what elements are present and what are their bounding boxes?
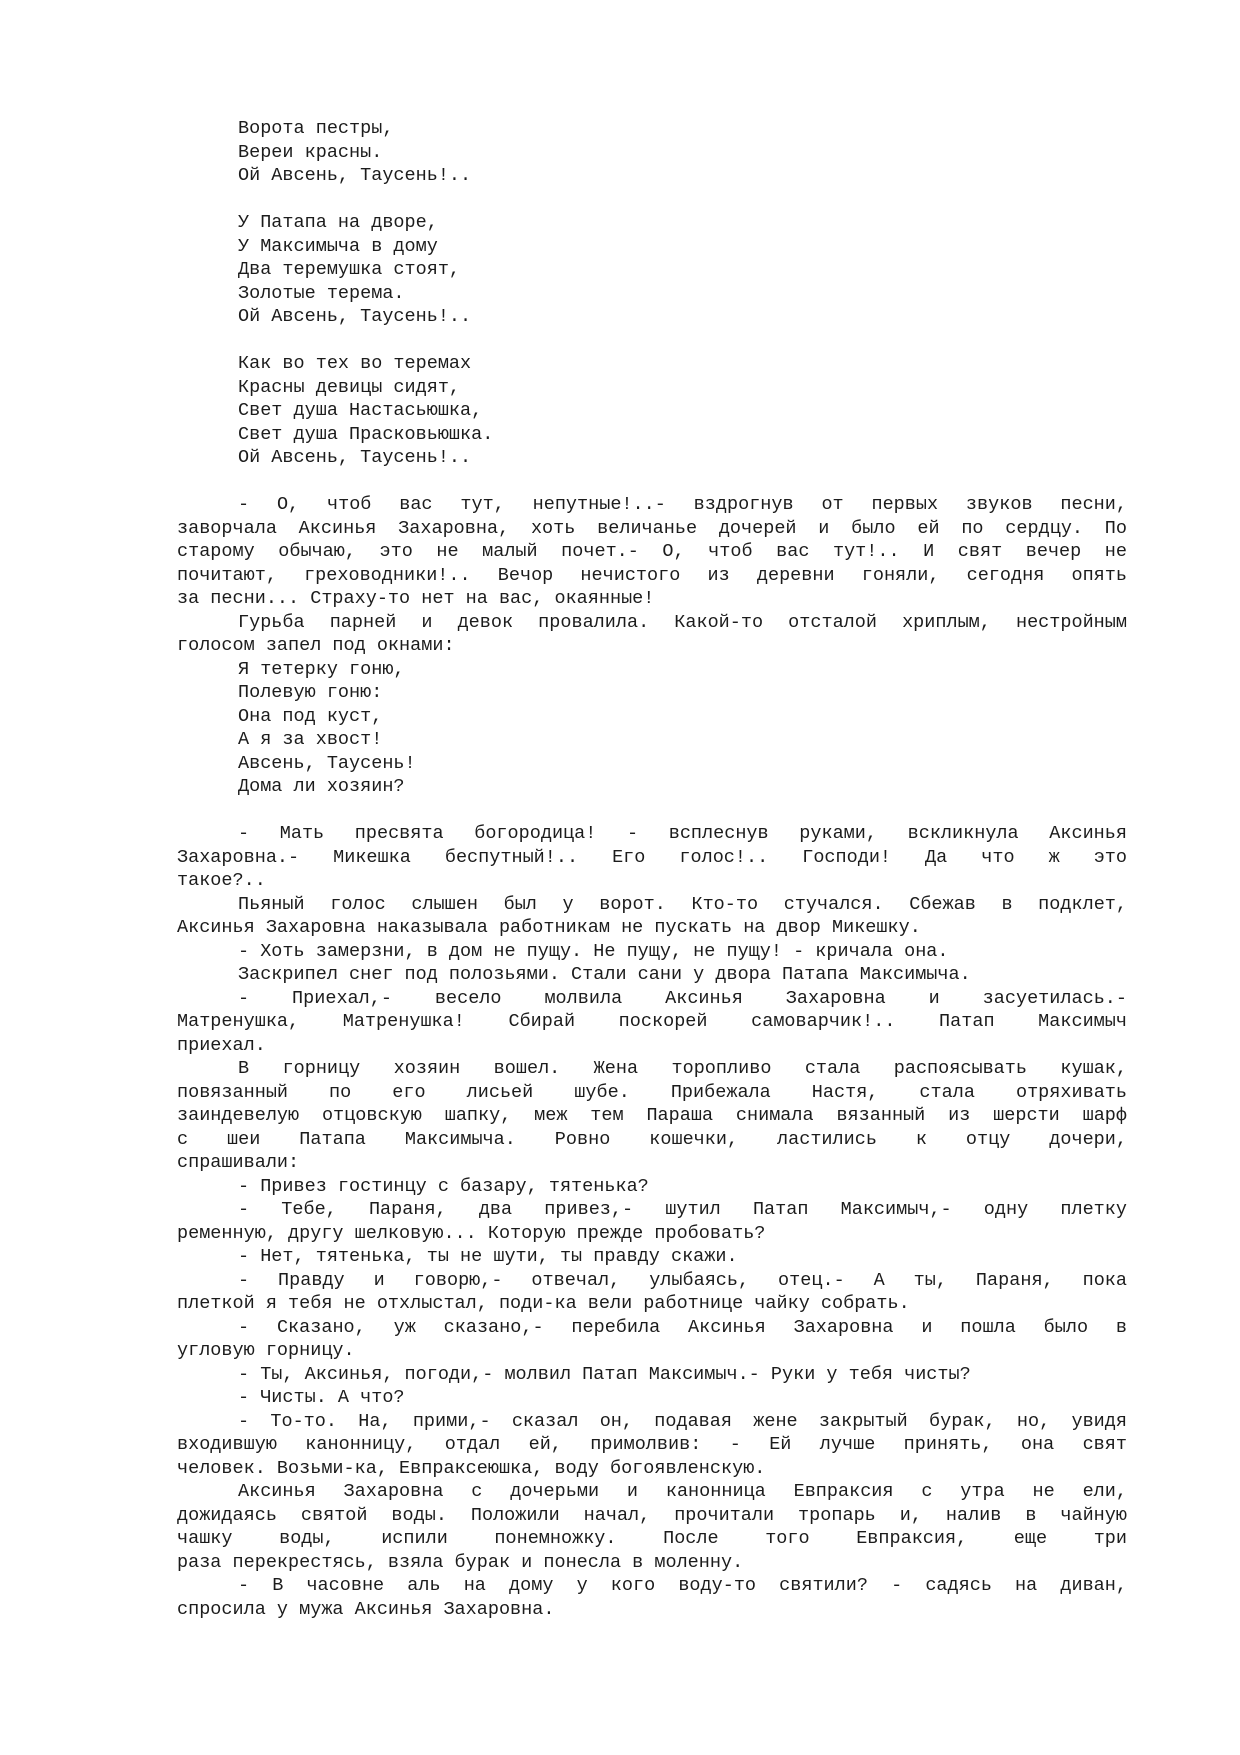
- verse-line: Она под куст,: [238, 705, 383, 727]
- prose-line: спросила у мужа Аксинья Захаровна.: [177, 1598, 555, 1620]
- prose-line: за песни... Страху-то нет на вас, окаянные!: [177, 588, 655, 609]
- prose-line: - В часовне аль на дому у кого воду-то святили? - садясь на диван,: [238, 1575, 1127, 1596]
- prose-line: В горницу хозяин вошел. Жена торопливо стала распоясывать кушак,: [238, 1058, 1127, 1079]
- verse-line: Дома ли хозяин?: [238, 776, 405, 797]
- prose-line: заиндевелую отцовскую шапку, меж тем Параша снимала вязанный из шерсти шарф: [177, 1105, 1127, 1126]
- prose-line: старому обычаю, это не малый почет.- О, чтоб вас тут!.. И свят вечер не: [177, 541, 1127, 562]
- prose-line: - Приехал,- весело молвила Аксинья Захаровна и засуетилась.-: [238, 987, 1127, 1009]
- verse-line: Красны девицы сидят,: [238, 376, 461, 398]
- prose-line: - То-то. На, прими,- сказал он, подавая жене закрытый бурак, но, увидя: [238, 1410, 1127, 1432]
- prose-line: голосом запел под окнами:: [177, 635, 455, 656]
- verse-line: У Максимыча в дому: [238, 235, 438, 257]
- prose-line: - Правду и говорю,- отвечал, улыбаясь, отец.- А ты, Параня, пока: [238, 1269, 1127, 1291]
- verse-line: Два теремушка стоят,: [238, 259, 461, 280]
- prose-line: спрашивали:: [177, 1152, 300, 1173]
- verse-line: Ой Авсень, Таусень!..: [238, 306, 472, 327]
- prose-line: - Тебе, Параня, два привез,- шутил Патап Максимыч,- одну плетку: [238, 1199, 1127, 1220]
- prose-line: входившую канонницу, отдал ей, примолвив: - Ей лучше принять, она свят: [177, 1434, 1127, 1455]
- prose-line: с шеи Патапа Максимыча. Ровно кошечки, ластились к отцу дочери,: [177, 1128, 1127, 1150]
- prose-line: такое?..: [177, 870, 266, 891]
- prose-line: дожидаясь святой воды. Положили начал, прочитали тропарь и, налив в чайную: [177, 1504, 1127, 1526]
- prose-line: угловую горницу.: [177, 1340, 355, 1361]
- prose-line: Заскрипел снег под полозьями. Стали сани у двора Патапа Максимыча.: [238, 964, 971, 985]
- verse-line: Полевую гоню:: [238, 682, 383, 703]
- prose-line: заворчала Аксинья Захаровна, хоть величанье дочерей и было ей по сердцу. По: [177, 517, 1127, 539]
- prose-line: Захаровна.- Микешка беспутный!.. Его голос!.. Господи! Да что ж это: [177, 846, 1127, 868]
- verse-line: Я тетерку гоню,: [238, 658, 405, 680]
- verse-line: Ворота пестры,: [238, 118, 394, 139]
- document-text: [177, 117, 1127, 1621]
- verse-line: Свет душа Прасковьюшка.: [238, 423, 494, 445]
- prose-line: приехал.: [177, 1034, 266, 1056]
- prose-line: - Нет, тятенька, ты не шути, ты правду скажи.: [238, 1246, 738, 1267]
- prose-line: чашку воды, испили понемножку. После того Евпраксия, еще три: [177, 1528, 1127, 1549]
- prose-line: Гурьба парней и девок провалила. Какой-то отсталой хриплым, нестройным: [238, 611, 1127, 633]
- prose-line: Матренушка, Матренушка! Сбирай поскорей самоварчик!.. Патап Максимыч: [177, 1011, 1127, 1032]
- prose-line: Аксинья Захаровна с дочерьми и канонница Евпраксия с утра не ели,: [238, 1481, 1127, 1502]
- prose-line: плеткой я тебя не отхлыстал, поди-ка вели работнице чайку собрать.: [177, 1293, 910, 1314]
- prose-line: - Чисты. А что?: [238, 1387, 405, 1408]
- verse-line: Вереи красны.: [238, 141, 383, 163]
- prose-line: - Хоть замерзни, в дом не пущу. Не пущу, не пущу! - кричала она.: [238, 940, 949, 962]
- verse-line: Как во тех во теремах: [238, 353, 472, 374]
- blank-line: [177, 329, 1127, 353]
- prose-line: Аксинья Захаровна наказывала работникам не пускать на двор Микешку.: [177, 917, 921, 938]
- prose-line: почитают, греховодники!.. Вечор нечистого из деревни гоняли, сегодня опять: [177, 564, 1127, 586]
- prose-line: - Ты, Аксинья, погоди,- молвил Патап Максимыч.- Руки у тебя чисты?: [238, 1363, 971, 1385]
- blank-line: [177, 188, 1127, 212]
- prose-line: ременную, другу шелковую... Которую прежде пробовать?: [177, 1222, 766, 1244]
- prose-line: - Мать пресвята богородица! - всплеснув руками, вскликнула Аксинья: [238, 823, 1127, 844]
- verse-line: Золотые терема.: [238, 282, 405, 304]
- verse-line: Авсень, Таусень!: [238, 752, 416, 774]
- verse-line: Ой Авсень, Таусень!..: [238, 447, 472, 468]
- verse-line: А я за хвост!: [238, 729, 383, 750]
- verse-line: Свет душа Настасьюшка,: [238, 400, 483, 421]
- prose-line: раза перекрестясь, взяла бурак и понесла в моленну.: [177, 1551, 744, 1573]
- verse-line: У Патапа на дворе,: [238, 212, 438, 233]
- prose-line: Пьяный голос слышен был у ворот. Кто-то стучался. Сбежав в подклет,: [238, 893, 1127, 915]
- blank-line: [177, 799, 1127, 823]
- prose-line: - О, чтоб вас тут, непутные!..- вздрогнув от первых звуков песни,: [238, 494, 1127, 515]
- prose-line: человек. Возьми-ка, Евпраксеюшка, воду богоявленскую.: [177, 1457, 766, 1479]
- verse-line: Ой Авсень, Таусень!..: [238, 165, 472, 186]
- blank-line: [177, 470, 1127, 494]
- prose-line: - Привез гостинцу с базару, тятенька?: [238, 1175, 649, 1197]
- prose-line: повязанный по его лисьей шубе. Прибежала Настя, стала отряхивать: [177, 1081, 1127, 1103]
- prose-line: - Сказано, уж сказано,- перебила Аксинья Захаровна и пошла было в: [238, 1316, 1127, 1338]
